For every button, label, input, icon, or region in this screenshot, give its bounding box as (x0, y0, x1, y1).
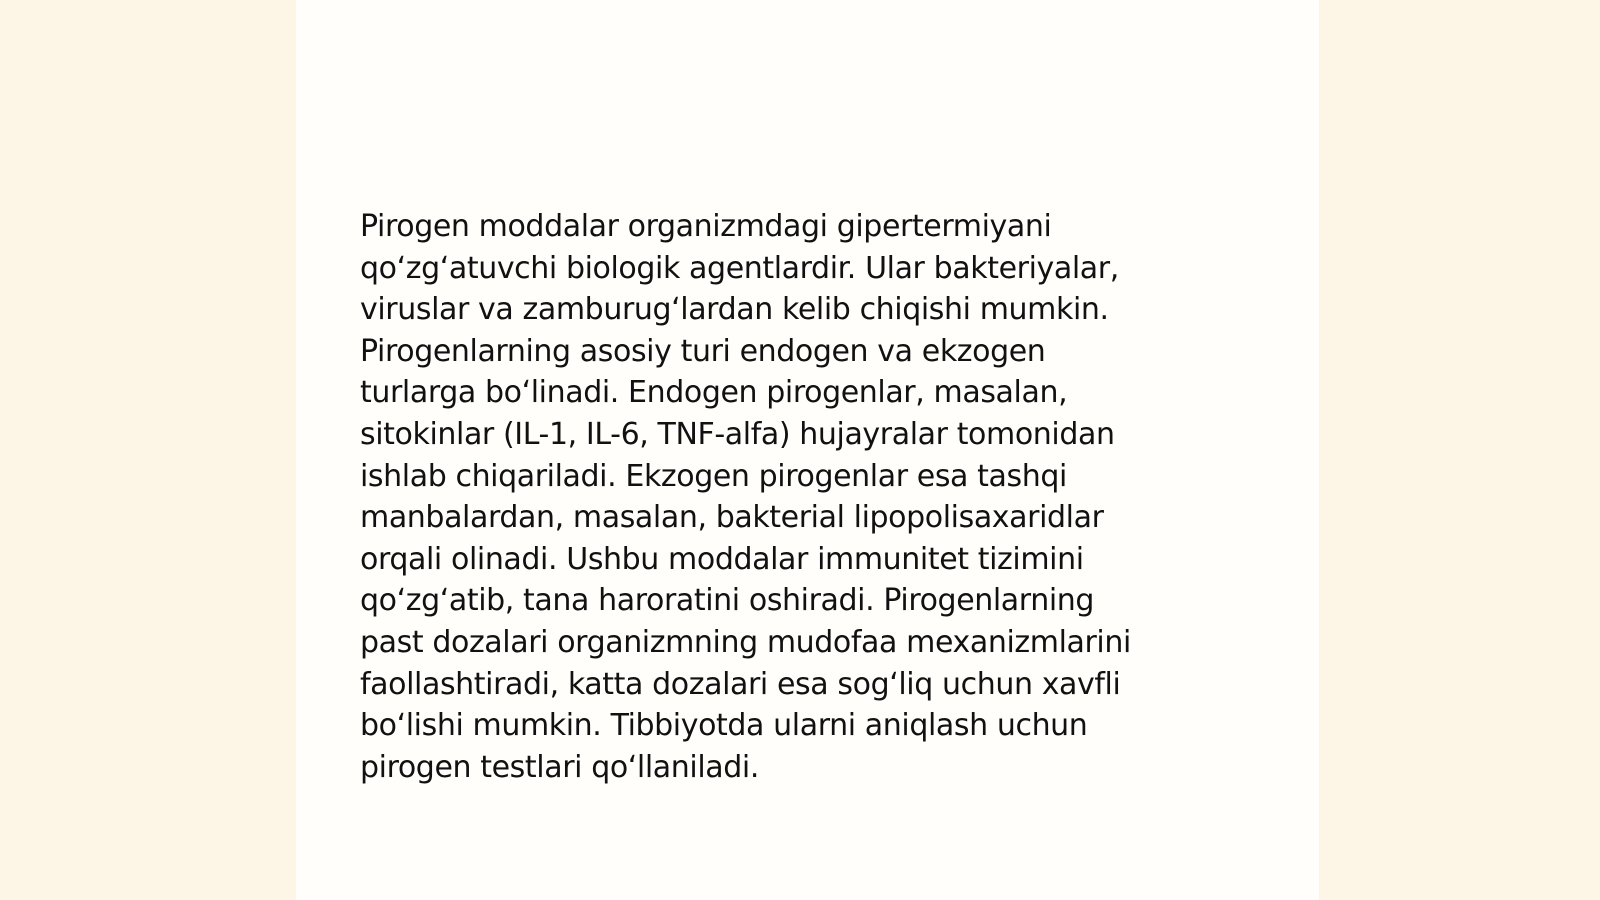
paragraph-line: qo‘zg‘atib, tana haroratini oshiradi. Pirogenlarning (360, 583, 1095, 619)
paragraph-line: turlarga bo‘linadi. Endogen pirogenlar, masalan, (360, 375, 1068, 411)
paragraph-line: pirogen testlari qo‘llaniladi. (360, 749, 759, 785)
slide (296, 0, 1319, 900)
left-margin (0, 0, 296, 900)
paragraph-line: past dozalari organizmning mudofaa mexanizmlarini (360, 624, 1131, 660)
paragraph-line: qo‘zg‘atuvchi biologik agentlardir. Ular bakteriyalar, (360, 250, 1119, 286)
right-margin (1319, 0, 1600, 900)
paragraph-line: manbalardan, masalan, bakterial lipopolisaxaridlar (360, 500, 1104, 536)
paragraph-line: ishlab chiqariladi. Ekzogen pirogenlar esa tashqi (360, 458, 1067, 494)
paragraph-line: sitokinlar (IL-1, IL-6, TNF-alfa) hujayralar tomonidan (360, 416, 1115, 452)
paragraph-line: orqali olinadi. Ushbu moddalar immunitet tizimini (360, 541, 1084, 577)
paragraph-line: faollashtiradi, katta dozalari esa sog‘liq uchun xavfli (360, 666, 1121, 702)
paragraph-line: bo‘lishi mumkin. Tibbiyotda ularni aniqlash uchun (360, 708, 1088, 744)
body-paragraph (360, 206, 1260, 788)
paragraph-line: Pirogenlarning asosiy turi endogen va ekzogen (360, 333, 1046, 369)
paragraph-line: viruslar va zamburug‘lardan kelib chiqishi mumkin. (360, 292, 1109, 328)
paragraph-line: Pirogen moddalar organizmdagi gipertermiyani (360, 209, 1052, 244)
